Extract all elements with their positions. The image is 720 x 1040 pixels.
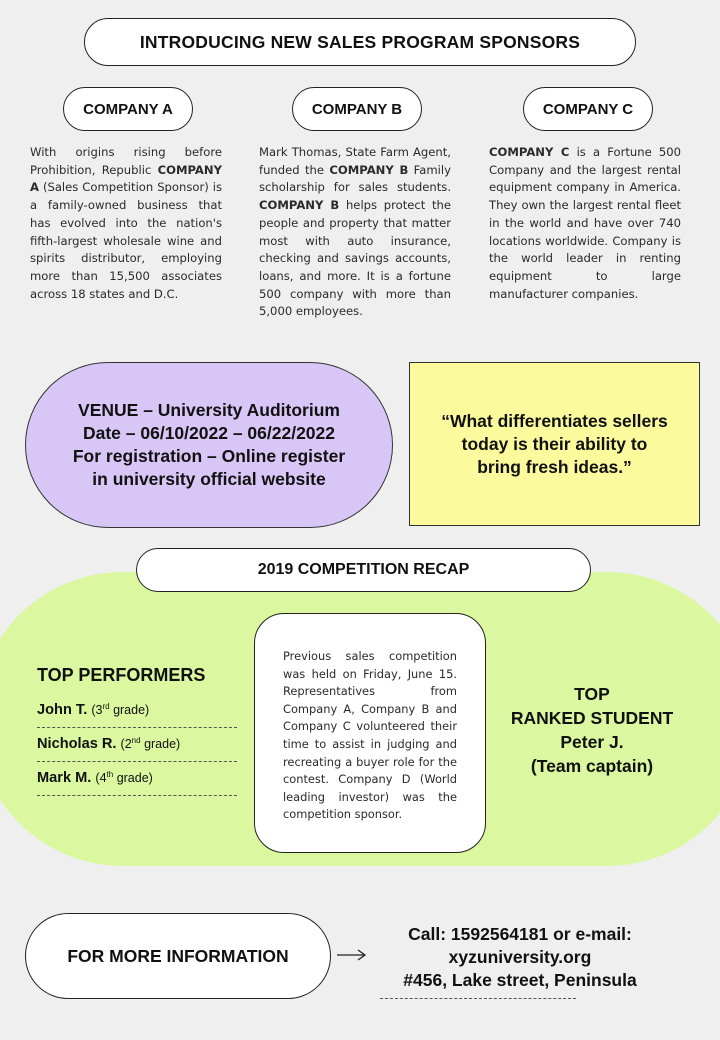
- performer-name: Nicholas R.: [37, 736, 117, 753]
- contact-phone: Call: 1592564181 or e-mail:: [408, 924, 632, 944]
- recap-title: 2019 COMPETITION RECAP: [136, 548, 591, 592]
- performer-name: Mark M.: [37, 770, 92, 787]
- top-performers-heading: TOP PERFORMERS: [37, 665, 206, 685]
- performer-name: John T.: [37, 702, 88, 719]
- registration-line: For registration – Online register: [72, 446, 346, 466]
- more-info-label: FOR MORE INFORMATION: [25, 913, 331, 999]
- description-text: Family scholarship for sales students.: [259, 162, 451, 195]
- company-name-highlight: COMPANY C: [489, 145, 570, 159]
- company-b-label: COMPANY B: [292, 87, 422, 131]
- date-line: Date – 06/10/2022 – 06/22/2022: [82, 423, 335, 443]
- company-name-highlight: COMPANY B: [329, 162, 409, 177]
- contact-address: #456, Lake street, Peninsula: [403, 970, 637, 990]
- company-c-label: COMPANY C: [523, 87, 653, 131]
- top-ranked-name: Peter J.: [560, 732, 624, 752]
- company-b-description: [259, 144, 451, 321]
- performer-row: [37, 728, 237, 762]
- performer-row: [37, 694, 237, 728]
- company-c-description: [489, 144, 681, 303]
- performer-grade: (2nd grade): [120, 736, 181, 752]
- performer-grade: (3rd grade): [91, 702, 150, 718]
- top-ranked-student: [492, 682, 692, 778]
- performer-row: [37, 762, 237, 796]
- recap-summary-card: [254, 613, 486, 853]
- contact-info: [370, 923, 670, 992]
- top-ranked-line1: TOP: [574, 684, 610, 704]
- company-name-highlight: COMPANY A: [30, 162, 222, 195]
- venue-panel: [25, 362, 393, 528]
- quote-box: [409, 362, 700, 526]
- arrow-right-icon: [337, 948, 367, 962]
- description-text: (Sales Competition Sponsor) is a family-owned business that has evolved into the nation's fifth-largest wholesale wine and spirits distributor, employing more than 15,500 associates across 18 states and D.C.: [30, 180, 222, 301]
- company-a-description: [30, 144, 222, 303]
- page-title: INTRODUCING NEW SALES PROGRAM SPONSORS: [84, 18, 636, 66]
- top-performers-section: [37, 665, 237, 796]
- description-text: With origins rising before Prohibition, Republic: [30, 145, 222, 177]
- registration-line-2: in university official website: [92, 469, 326, 489]
- recap-summary-text: Previous sales competition was held on Friday, June 15. Representatives from Company A, Company B and Company C volunteered their time to assist in judging and recreating a buyer role for the contest. Company D (World leading investor) was the competition sponsor.: [283, 649, 457, 822]
- contact-email: xyzuniversity.org: [448, 947, 592, 967]
- quote-text: “What differentiates sellers today is their ability to bring fresh ideas.”: [441, 410, 668, 477]
- company-a-label: COMPANY A: [63, 87, 193, 131]
- description-text: helps protect the people and property that matter most with auto insurance, checking and savings accounts, loans, and more. It is a fortune 500 company with more than 5,000 employees.: [259, 198, 452, 319]
- contact-divider: [380, 998, 576, 999]
- company-name-highlight: COMPANY B: [259, 198, 340, 213]
- performer-grade: (4th grade): [95, 770, 153, 786]
- top-ranked-line2: RANKED STUDENT: [510, 708, 674, 728]
- description-text: is a Fortune 500 Company and the largest rental equipment company in America. They own the largest rental fleet in the world and have over 740 locations worldwide. Company is the world leader in renting equipment to large manufacturer companies.: [489, 145, 681, 301]
- description-text: Mark Thomas, State Farm Agent, funded the: [259, 145, 451, 177]
- venue-line: VENUE – University Auditorium: [78, 400, 340, 420]
- top-ranked-role: (Team captain): [530, 756, 654, 776]
